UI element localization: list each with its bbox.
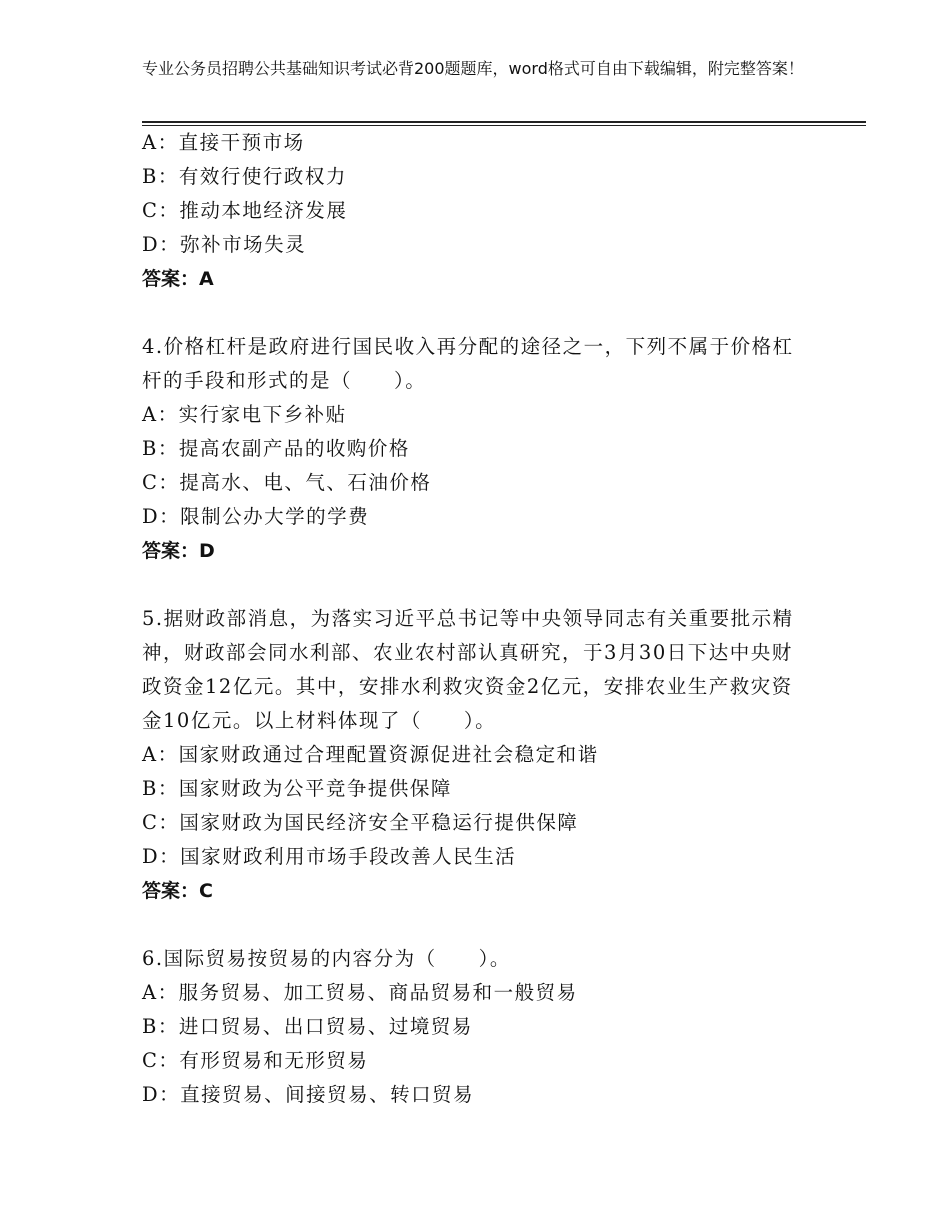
- question-5-block: [142, 602, 812, 908]
- spacer: [142, 908, 812, 942]
- question-5-stem: 5.据财政部消息，为落实习近平总书记等中央领导同志有关重要批示精神，财政部会同水利部、农业农村部认真研究，于3月30日下达中央财政资金12亿元。其中，安排水利救灾资金2亿元，安排农业生产救灾资金10亿元。以上材料体现了（ ）。: [142, 607, 794, 732]
- spacer: [142, 296, 812, 330]
- question-3-option-c: C：推动本地经济发展: [142, 199, 348, 222]
- question-5-option-c: C：国家财政为国民经济安全平稳运行提供保障: [142, 811, 579, 834]
- question-3-option-d: D：弥补市场失灵: [142, 233, 307, 256]
- question-3-option-a: A：直接干预市场: [142, 131, 305, 154]
- question-5-option-b: B：国家财政为公平竞争提供保障: [142, 777, 452, 800]
- page-header: 专业公务员招聘公共基础知识考试必背200题题库，word格式可自由下载编辑，附完整答案！: [142, 59, 804, 78]
- question-6-block: [142, 942, 812, 1112]
- question-6-stem: 6.国际贸易按贸易的内容分为（ ）。: [142, 947, 511, 970]
- question-5-option-d: D：国家财政利用市场手段改善人民生活: [142, 845, 517, 868]
- question-4-option-b: B：提高农副产品的收购价格: [142, 437, 410, 460]
- question-6-option-c: C：有形贸易和无形贸易: [142, 1049, 369, 1072]
- question-3-answer: 答案：A: [142, 268, 214, 290]
- question-4-option-d: D：限制公办大学的学费: [142, 505, 370, 528]
- question-4-block: [142, 330, 812, 568]
- question-5-answer: 答案：C: [142, 880, 213, 902]
- question-3-block: [142, 126, 812, 296]
- question-4-option-c: C：提高水、电、气、石油价格: [142, 471, 432, 494]
- header-rule-thick: [142, 121, 866, 123]
- question-3-option-b: B：有效行使行政权力: [142, 165, 347, 188]
- spacer: [142, 568, 812, 602]
- question-4-answer: 答案：D: [142, 540, 215, 562]
- question-5-option-a: A：国家财政通过合理配置资源促进社会稳定和谐: [142, 743, 599, 766]
- question-4-option-a: A：实行家电下乡补贴: [142, 403, 347, 426]
- question-content: [142, 126, 812, 1112]
- question-6-option-a: A：服务贸易、加工贸易、商品贸易和一般贸易: [142, 981, 578, 1004]
- question-4-stem: 4.价格杠杆是政府进行国民收入再分配的途径之一，下列不属于价格杠杆的手段和形式的是（ ）。: [142, 335, 794, 392]
- question-6-option-b: B：进口贸易、出口贸易、过境贸易: [142, 1015, 473, 1038]
- question-6-option-d: D：直接贸易、间接贸易、转口贸易: [142, 1083, 475, 1106]
